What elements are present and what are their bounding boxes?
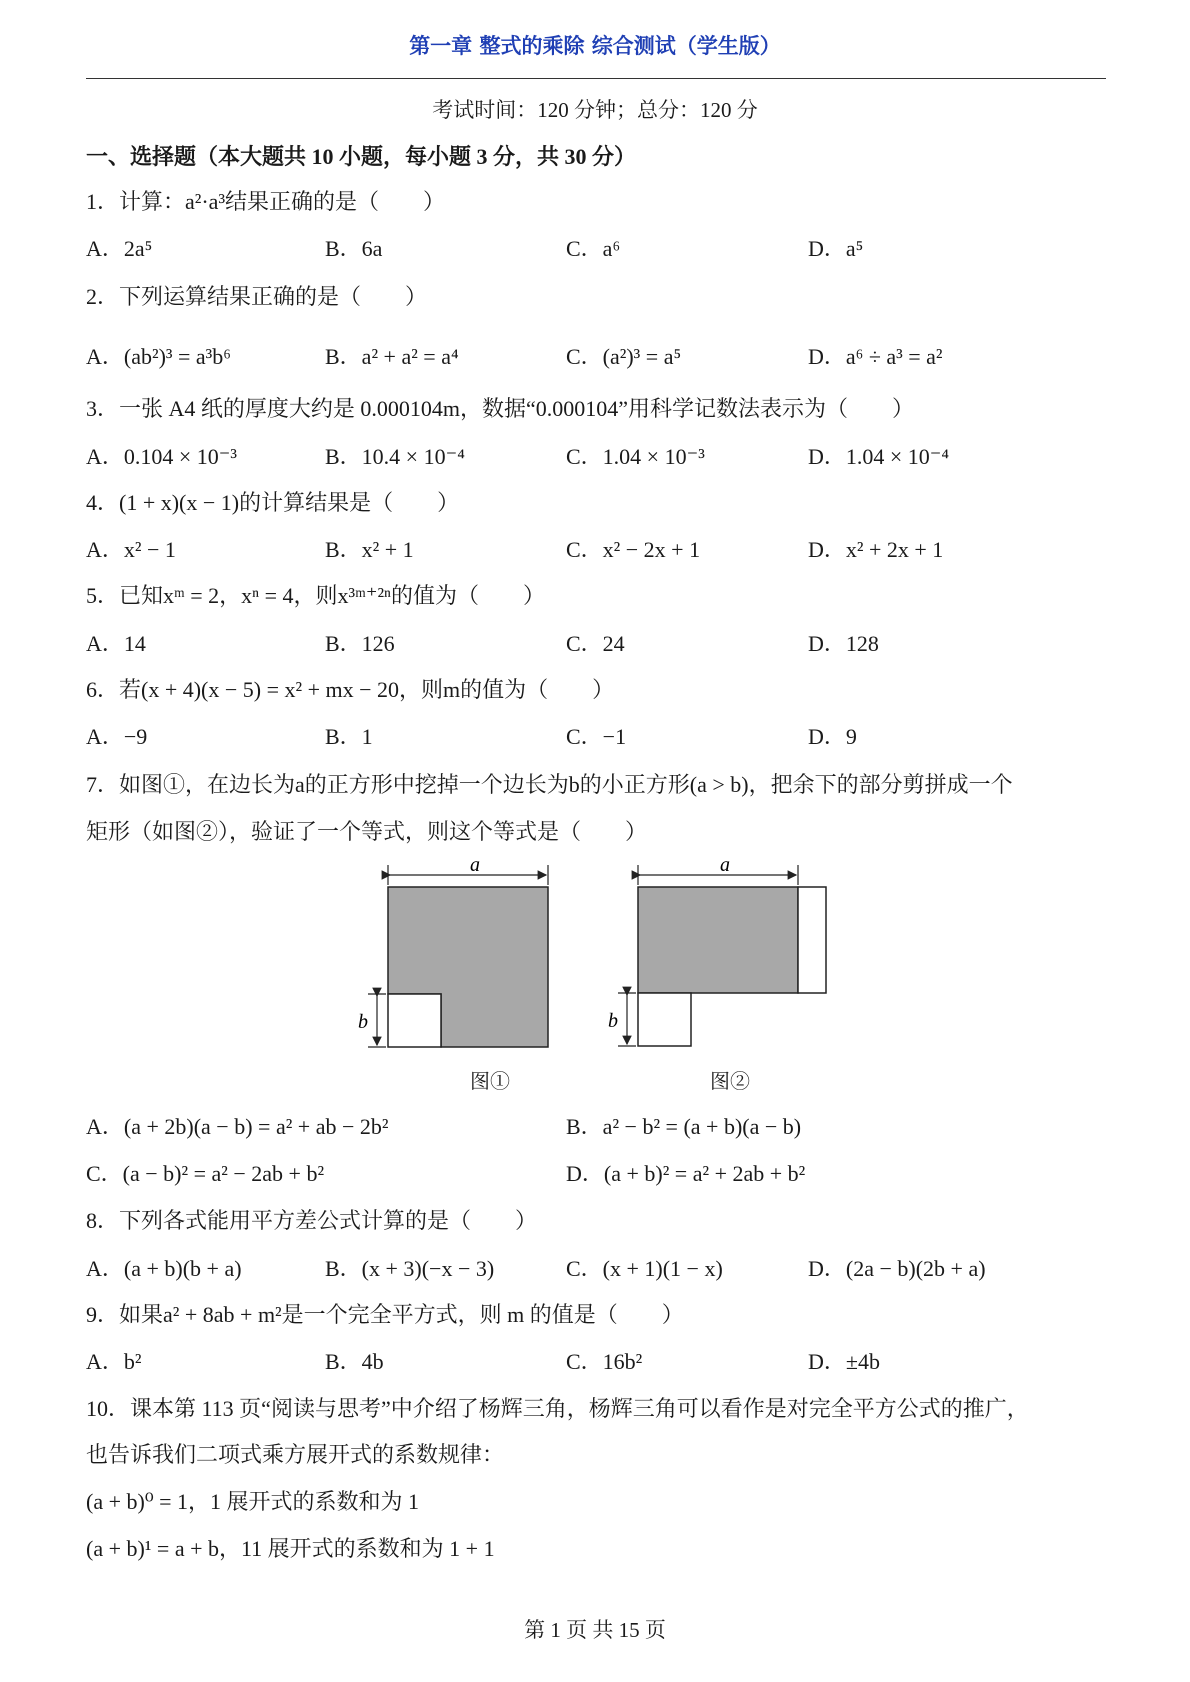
header-rule — [86, 78, 1106, 79]
q9-stem: 9．如果a² + 8ab + m²是一个完全平方式，则 m 的值是（ ） — [86, 1302, 684, 1327]
q10-line4: (a + b)¹ = a + b，11 展开式的系数和为 1 + 1 — [86, 1536, 495, 1561]
q10-line3: (a + b)⁰ = 1，1 展开式的系数和为 1 — [86, 1489, 420, 1514]
q1-option-a: A．2a⁵ — [86, 236, 153, 261]
q7-stem-line1: 7．如图①，在边长为a的正方形中挖掉一个边长为b的小正方形(a > b)，把余下的部分剪拼成一个 — [86, 772, 1013, 797]
q3-option-b: B．10.4 × 10⁻⁴ — [325, 444, 465, 469]
q3-stem: 3．一张 A4 纸的厚度大约是 0.000104m，数据“0.000104”用科学记数法表示为（ ） — [86, 396, 915, 421]
q6-option-b: B．1 — [325, 724, 373, 749]
q8-option-b: B．(x + 3)(−x − 3) — [325, 1256, 495, 1281]
q8-option-d: D．(2a − b)(2b + a) — [808, 1256, 986, 1281]
exam-info: 考试时间：120 分钟；总分：120 分 — [432, 98, 758, 122]
q2-option-a: A．(ab²)³ = a³b⁶ — [86, 344, 231, 369]
q9-option-d: D．±4b — [808, 1349, 880, 1374]
q3-option-d: D．1.04 × 10⁻⁴ — [808, 444, 950, 469]
fig1-caption: 图① — [470, 1071, 510, 1093]
q7-figure — [350, 855, 850, 1055]
q8-option-a: A．(a + b)(b + a) — [86, 1256, 242, 1281]
fig1-label-b: b — [358, 1011, 368, 1033]
q7-option-c: C．(a − b)² = a² − 2ab + b² — [86, 1161, 325, 1186]
q10-line1: 10．课本第 113 页“阅读与思考”中介绍了杨辉三角，杨辉三角可以看作是对完全平方公式的推广， — [86, 1396, 1029, 1421]
q4-option-d: D．x² + 2x + 1 — [808, 537, 944, 562]
q6-stem: 6．若(x + 4)(x − 5) = x² + mx − 20，则m的值为（ ） — [86, 677, 615, 702]
page-title: 第一章 整式的乘除 综合测试（学生版） — [409, 34, 781, 58]
q3-option-c: C．1.04 × 10⁻³ — [566, 444, 705, 469]
q9-option-b: B．4b — [325, 1349, 384, 1374]
q2-option-c: C．(a²)³ = a⁵ — [566, 344, 682, 369]
q5-option-a: A．14 — [86, 631, 146, 656]
q5-option-b: B．126 — [325, 631, 395, 656]
q1-option-c: C．a⁶ — [566, 236, 621, 261]
q5-option-c: C．24 — [566, 631, 625, 656]
page-footer: 第 1 页 共 15 页 — [524, 1618, 666, 1642]
q4-option-b: B．x² + 1 — [325, 537, 414, 562]
q7-option-d: D．(a + b)² = a² + 2ab + b² — [566, 1161, 806, 1186]
q2-option-d: D．a⁶ ÷ a³ = a² — [808, 344, 943, 369]
q7-option-b: B．a² − b² = (a + b)(a − b) — [566, 1114, 802, 1139]
q9-option-c: C．16b² — [566, 1349, 643, 1374]
q6-option-d: D．9 — [808, 724, 857, 749]
q2-option-b: B．a² + a² = a⁴ — [325, 344, 459, 369]
fig2-label-b: b — [608, 1010, 618, 1032]
fig2-caption: 图② — [710, 1071, 750, 1093]
q8-stem: 8．下列各式能用平方差公式计算的是（ ） — [86, 1208, 538, 1233]
q1-stem: 1．计算：a²·a³结果正确的是（ ） — [86, 189, 446, 214]
q1-option-b: B．6a — [325, 236, 383, 261]
q10-line2: 也告诉我们二项式乘方展开式的系数规律： — [86, 1442, 505, 1467]
fig2-label-a: a — [720, 855, 730, 876]
q5-stem: 5．已知xᵐ = 2，xⁿ = 4，则x³ᵐ⁺²ⁿ的值为（ ） — [86, 583, 545, 608]
q6-option-c: C．−1 — [566, 724, 627, 749]
q8-option-c: C．(x + 1)(1 − x) — [566, 1256, 723, 1281]
q4-option-c: C．x² − 2x + 1 — [566, 537, 701, 562]
q9-option-a: A．b² — [86, 1349, 142, 1374]
q3-option-a: A．0.104 × 10⁻³ — [86, 444, 238, 469]
q7-stem-line2: 矩形（如图②），验证了一个等式，则这个等式是（ ） — [86, 819, 648, 844]
section-heading: 一、选择题（本大题共 10 小题，每小题 3 分，共 30 分） — [86, 144, 637, 169]
q4-stem: 4．(1 + x)(x − 1)的计算结果是（ ） — [86, 490, 460, 515]
q7-option-a: A．(a + 2b)(a − b) = a² + ab − 2b² — [86, 1114, 389, 1139]
q6-option-a: A．−9 — [86, 724, 148, 749]
fig1-label-a: a — [470, 855, 480, 876]
figure1-square-with-cutout — [368, 865, 548, 1047]
figure2-rearranged-rectangle — [618, 865, 826, 1046]
q5-option-d: D．128 — [808, 631, 879, 656]
q4-option-a: A．x² − 1 — [86, 537, 176, 562]
q1-option-d: D．a⁵ — [808, 236, 864, 261]
q2-stem: 2．下列运算结果正确的是（ ） — [86, 284, 428, 309]
